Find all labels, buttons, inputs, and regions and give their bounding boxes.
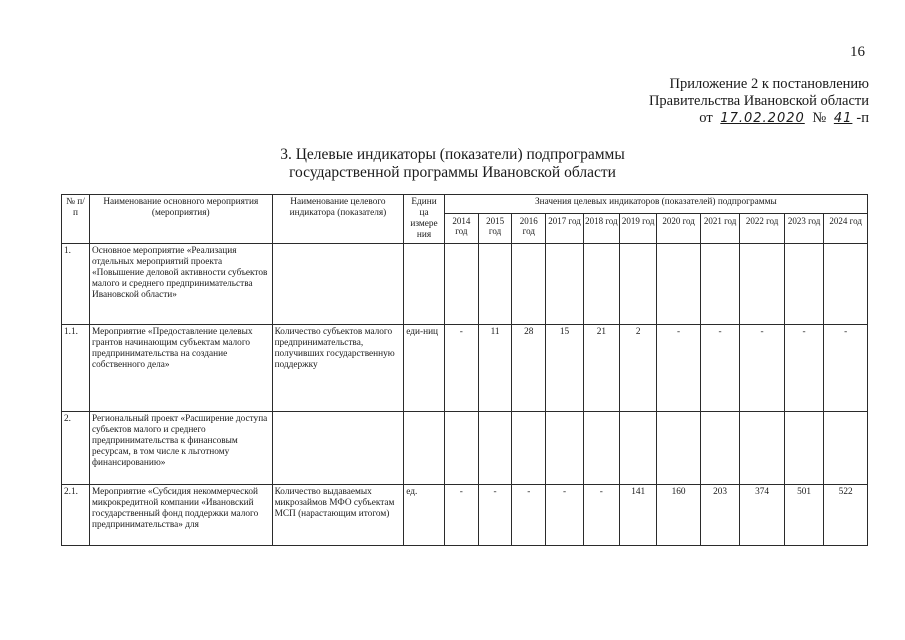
year-header: 2024 год	[824, 214, 868, 244]
value-cell	[657, 412, 701, 485]
value-cell	[657, 244, 701, 325]
year-header: 2022 год	[740, 214, 785, 244]
year-header: 2014 год	[444, 214, 478, 244]
value-cell	[784, 412, 823, 485]
indicators-table	[61, 194, 868, 546]
value-cell: 501	[784, 485, 823, 546]
year-header: 2019 год	[620, 214, 657, 244]
row-number: 1.	[62, 244, 90, 325]
year-header: 2018 год	[583, 214, 619, 244]
value-cell: 522	[824, 485, 868, 546]
value-cell	[620, 244, 657, 325]
value-cell: 11	[478, 325, 511, 412]
value-cell: -	[583, 485, 619, 546]
value-cell: -	[444, 325, 478, 412]
year-header: 2021 год	[700, 214, 739, 244]
year-header: 2023 год	[784, 214, 823, 244]
year-header: 2017 год	[546, 214, 583, 244]
value-cell	[824, 244, 868, 325]
value-cell	[512, 244, 546, 325]
table-row	[62, 325, 868, 412]
value-cell: 374	[740, 485, 785, 546]
header-num: № п/п	[62, 195, 90, 244]
unit: еди-ниц	[404, 325, 444, 412]
year-header: 2016 год	[512, 214, 546, 244]
title-line-1: 3. Целевые индикаторы (показатели) подпрограммы	[280, 146, 625, 163]
indicator-name: Количество выдаваемых микрозаймов МФО субъектам МСП (нарастающим итогом)	[272, 485, 404, 546]
value-cell	[444, 244, 478, 325]
table-row	[62, 485, 868, 546]
value-cell	[700, 412, 739, 485]
value-cell	[444, 412, 478, 485]
header-indicator: Наименование целевого индикатора (показателя)	[272, 195, 404, 244]
value-cell	[546, 244, 583, 325]
title-line-2: государственной программы Ивановской области	[289, 164, 616, 181]
appendix-header	[649, 76, 869, 127]
event-name: Региональный проект «Расширение доступа субъектов малого и среднего предпринимательства к финансовым ресурсам, в том числе к льготному финансированию»	[90, 412, 273, 485]
value-cell	[583, 412, 619, 485]
value-cell	[512, 412, 546, 485]
value-cell	[740, 244, 785, 325]
value-cell	[583, 244, 619, 325]
value-cell: 160	[657, 485, 701, 546]
indicator-name: Количество субъектов малого предпринимательства, получивших государственную поддержку	[272, 325, 404, 412]
value-cell	[478, 244, 511, 325]
table-row	[62, 244, 868, 325]
value-cell: 2	[620, 325, 657, 412]
year-header: 2020 год	[657, 214, 701, 244]
number-prefix: №	[812, 110, 827, 126]
appendix-line-3	[649, 110, 869, 127]
row-number: 2.	[62, 412, 90, 485]
value-cell: -	[740, 325, 785, 412]
handwritten-number: 41	[833, 111, 853, 126]
value-cell: 21	[583, 325, 619, 412]
unit	[404, 244, 444, 325]
value-cell: -	[546, 485, 583, 546]
value-cell: 203	[700, 485, 739, 546]
indicator-name	[272, 244, 404, 325]
value-cell	[478, 412, 511, 485]
table-row	[62, 412, 868, 485]
value-cell	[546, 412, 583, 485]
header-values: Значения целевых индикаторов (показателей) подпрограммы	[444, 195, 867, 214]
appendix-line-2: Правительства Ивановской области	[648, 93, 869, 109]
value-cell	[824, 412, 868, 485]
value-cell: -	[478, 485, 511, 546]
page-number: 16	[850, 44, 865, 60]
event-name: Основное мероприятие «Реализация отдельных мероприятий проекта «Повышение деловой активности субъектов малого и среднего предпринимательства Ивановской области»	[90, 244, 273, 325]
value-cell: 28	[512, 325, 546, 412]
unit	[404, 412, 444, 485]
number-suffix: -п	[856, 110, 869, 126]
header-unit: Едини ца измере ния	[404, 195, 444, 244]
handwritten-date: 17.02.2020	[720, 111, 805, 126]
value-cell	[700, 244, 739, 325]
value-cell: -	[824, 325, 868, 412]
header-event: Наименование основного мероприятия (мероприятия)	[90, 195, 273, 244]
event-name: Мероприятие «Предоставление целевых грантов начинающим субъектам малого предпринимательства на создание собственного дела»	[90, 325, 273, 412]
row-number: 1.1.	[62, 325, 90, 412]
value-cell: -	[512, 485, 546, 546]
value-cell: 141	[620, 485, 657, 546]
event-name: Мероприятие «Субсидия некоммерческой микрокредитной компании «Ивановский государственный фонд поддержки малого предпринимательства» для	[90, 485, 273, 546]
value-cell: -	[444, 485, 478, 546]
year-header: 2015 год	[478, 214, 511, 244]
unit: ед.	[404, 485, 444, 546]
indicator-name	[272, 412, 404, 485]
value-cell	[620, 412, 657, 485]
value-cell: 15	[546, 325, 583, 412]
appendix-line-1: Приложение 2 к постановлению	[669, 76, 869, 92]
row-number: 2.1.	[62, 485, 90, 546]
value-cell	[740, 412, 785, 485]
value-cell: -	[700, 325, 739, 412]
value-cell	[784, 244, 823, 325]
value-cell: -	[784, 325, 823, 412]
value-cell: -	[657, 325, 701, 412]
date-prefix: от	[699, 110, 713, 126]
document-title	[0, 146, 905, 182]
table-header-row	[62, 195, 868, 214]
